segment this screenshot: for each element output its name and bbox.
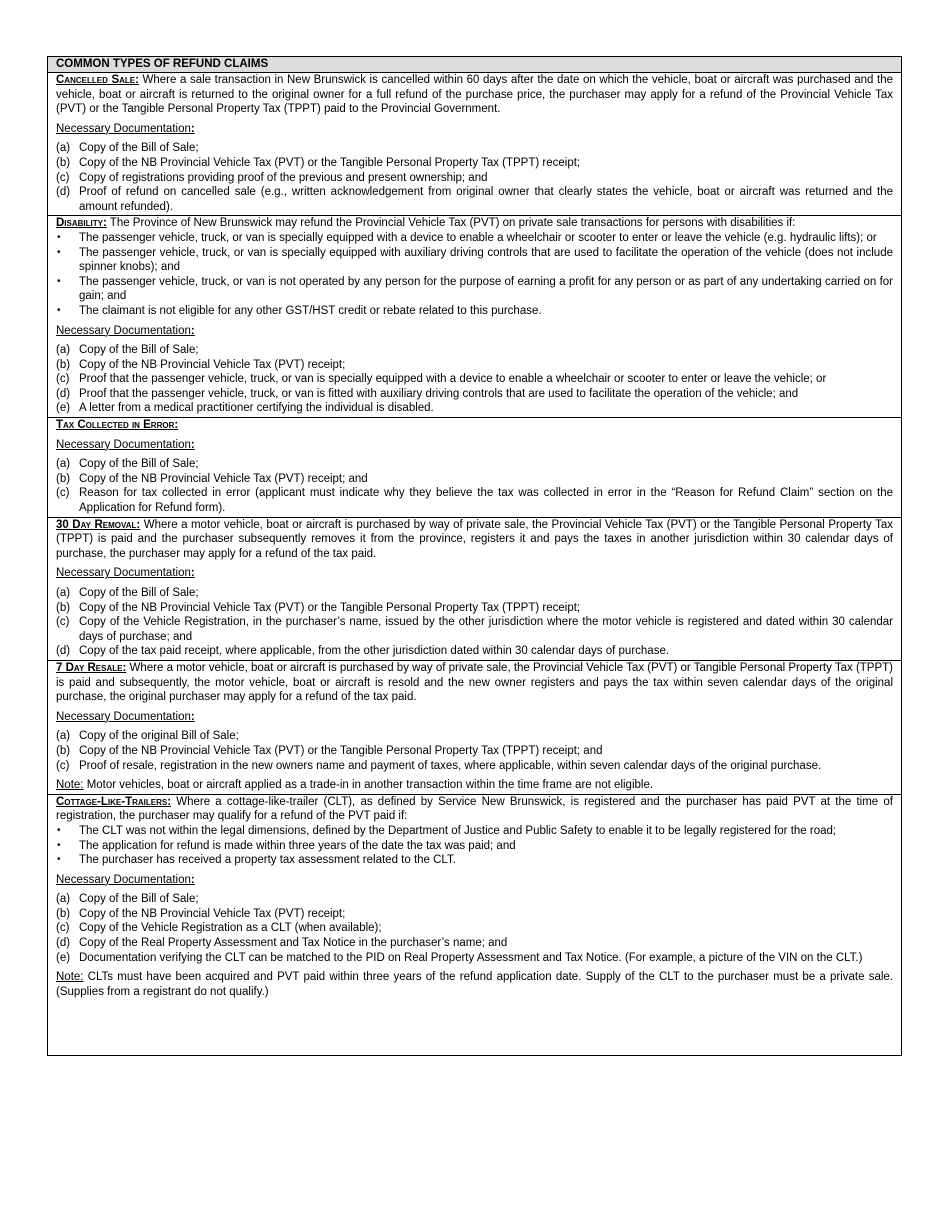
item-marker: (c) <box>56 171 70 184</box>
item-marker: (d) <box>56 186 71 199</box>
item-text: Copy of the Bill of Sale; <box>79 587 199 599</box>
documentation-item <box>56 401 893 416</box>
doc-label-text: Necessary Documentation <box>56 324 191 337</box>
documentation-item <box>56 644 893 659</box>
condition-item <box>56 231 893 246</box>
condition-item <box>56 275 893 304</box>
doc-label-text: Necessary Documentation <box>56 438 191 451</box>
note-text: Motor vehicles, boat or aircraft applied as a trade-in in another transaction within the time frame are not eligible. <box>83 779 654 792</box>
bullet-icon: • <box>57 839 61 851</box>
bullet-icon: • <box>57 275 61 287</box>
item-text: Copy of the Bill of Sale; <box>79 344 199 357</box>
item-text: Copy of the Real Property Assessment and Tax Notice in the purchaser’s name; and <box>79 937 508 950</box>
item-text: Copy of the NB Provincial Vehicle Tax (PVT) or the Tangible Personal Property Tax (TPPT) receipt; <box>79 156 581 169</box>
item-marker: (d) <box>56 937 71 950</box>
documentation-item <box>56 141 893 156</box>
item-text: The claimant is not eligible for any other GST/HST credit or rebate related to this purchase. <box>79 304 542 317</box>
bullet-icon: • <box>57 854 61 866</box>
condition-list <box>56 231 893 319</box>
documentation-list <box>56 892 893 965</box>
section-heading: Cottage-Like-Trailers: <box>56 795 172 808</box>
section-30-day-removal <box>48 518 901 661</box>
condition-item <box>56 304 893 319</box>
condition-item <box>56 853 893 868</box>
doc-label-text: Necessary Documentation <box>56 122 191 135</box>
note-label: Note: <box>56 779 84 792</box>
item-marker: (a) <box>56 142 71 155</box>
section-intro <box>56 418 893 433</box>
documentation-item <box>56 892 893 907</box>
necessary-documentation-label <box>56 873 893 888</box>
item-text: The passenger vehicle, truck, or van is not operated by any person for the purpose of earning a profit for any person or as part of any undertaking carried on for gain; and <box>79 275 893 303</box>
item-marker: (c) <box>56 616 70 629</box>
doc-label-colon: : <box>190 873 195 886</box>
section-heading: 30 Day Removal: <box>56 518 141 531</box>
refund-claims-table <box>47 56 902 1056</box>
item-text: A letter from a medical practitioner certifying the individual is disabled. <box>79 402 434 415</box>
item-marker: (b) <box>56 744 71 757</box>
item-marker: (d) <box>56 387 71 400</box>
section-intro <box>56 795 893 824</box>
item-text: Copy of the tax paid receipt, where applicable, from the other jurisdiction dated within 30 calendar days of purchase. <box>79 645 670 658</box>
item-marker: (c) <box>56 487 70 500</box>
item-marker: (a) <box>56 730 71 743</box>
documentation-item <box>56 171 893 186</box>
section-cottage-like-trailers <box>48 795 901 1001</box>
bullet-icon: • <box>57 304 61 316</box>
documentation-list <box>56 586 893 659</box>
item-marker: (e) <box>56 402 71 415</box>
documentation-list <box>56 343 893 416</box>
item-marker: (a) <box>56 893 71 906</box>
documentation-item <box>56 457 893 472</box>
item-text: Copy of the NB Provincial Vehicle Tax (PVT) receipt; <box>79 907 346 920</box>
item-text: Reason for tax collected in error (applicant must indicate why they believe the tax was collected in error in the “Reason for Refund Claim” section on the Application for Refund form). <box>79 487 893 515</box>
section-intro <box>56 518 893 562</box>
documentation-item <box>56 615 893 644</box>
doc-label-colon: : <box>190 324 195 337</box>
documentation-item <box>56 601 893 616</box>
bullet-icon: • <box>57 246 61 258</box>
documentation-item <box>56 921 893 936</box>
doc-label-text: Necessary Documentation <box>56 710 191 723</box>
item-marker: (c) <box>56 373 70 386</box>
section-text: Where a motor vehicle, boat or aircraft is purchased by way of private sale, the Provincial Vehicle Tax (PVT) or Tangible Personal Property Tax (TPPT) is paid and subsequently, the motor vehicle, boat or aircraft is resold and the new owner registers and pays the tax within seven calendar days of the original purchase, the original purchaser may apply for a refund of the tax paid. <box>56 661 893 704</box>
item-marker: (c) <box>56 922 70 935</box>
note-text: CLTs must have been acquired and PVT paid within three years of the refund application date. Supply of the CLT to the purchaser must be a private sale. (Supplies from a registrant do not qualify.) <box>56 971 893 998</box>
section-intro <box>56 661 893 705</box>
item-marker: (d) <box>56 645 71 658</box>
item-text: Documentation verifying the CLT can be matched to the PID on Real Property Assessment and Tax Notice. (For example, a picture of the VIN on the CLT.) <box>79 951 863 964</box>
item-marker: (e) <box>56 951 71 964</box>
necessary-documentation-label <box>56 710 893 725</box>
item-marker: (b) <box>56 601 71 614</box>
documentation-list <box>56 141 893 214</box>
necessary-documentation-label <box>56 122 893 137</box>
documentation-item <box>56 358 893 373</box>
item-text: The purchaser has received a property tax assessment related to the CLT. <box>79 854 456 867</box>
item-text: Copy of the NB Provincial Vehicle Tax (PVT) or the Tangible Personal Property Tax (TPPT) receipt; and <box>79 744 603 757</box>
condition-list <box>56 824 893 868</box>
item-marker: (b) <box>56 472 71 485</box>
item-text: Proof of refund on cancelled sale (e.g., written acknowledgement from original owner that clearly states the vehicle, boat or aircraft was returned and the amount refunded). <box>79 186 893 213</box>
section-intro <box>56 216 893 231</box>
item-text: Proof that the passenger vehicle, truck, or van is specially equipped with a device to enable a wheelchair or scooter to enter or leave the vehicle; or <box>79 373 827 386</box>
documentation-item <box>56 907 893 922</box>
section-disability <box>48 216 901 418</box>
note-label: Note: <box>56 971 84 984</box>
section-intro <box>56 73 893 117</box>
item-text: The passenger vehicle, truck, or van is specially equipped with a device to enable a wheelchair or scooter to enter or leave the vehicle (e.g. hydraulic lifts); or <box>79 231 877 244</box>
doc-label-colon: : <box>190 122 195 135</box>
section-note <box>56 970 893 999</box>
documentation-list <box>56 729 893 773</box>
section-text: The Province of New Brunswick may refund the Provincial Vehicle Tax (PVT) on private sale transactions for persons with disabilities if: <box>106 217 796 230</box>
item-marker: (a) <box>56 458 71 471</box>
documentation-item <box>56 729 893 744</box>
doc-label-colon: : <box>190 567 195 580</box>
item-text: Copy of the Bill of Sale; <box>79 893 199 906</box>
documentation-item <box>56 156 893 171</box>
documentation-item <box>56 343 893 358</box>
item-text: The CLT was not within the legal dimensions, defined by the Department of Justice and Public Safety to enable it to be legally registered for the road; <box>79 824 837 837</box>
item-text: Copy of the NB Provincial Vehicle Tax (PVT) receipt; and <box>79 472 368 485</box>
documentation-item <box>56 387 893 402</box>
item-marker: (a) <box>56 587 71 599</box>
item-text: Copy of the Bill of Sale; <box>79 458 199 471</box>
bullet-icon: • <box>57 231 61 243</box>
documentation-item <box>56 744 893 759</box>
condition-item <box>56 246 893 275</box>
necessary-documentation-label <box>56 438 893 453</box>
section-heading: Cancelled Sale: <box>56 74 139 86</box>
documentation-item <box>56 472 893 487</box>
section-text: Where a sale transaction in New Brunswick is cancelled within 60 days after the date on which the vehicle, boat or aircraft was purchased and the vehicle, boat or aircraft is returned to the original owner for a full refund of the purchase price, the purchaser may apply for a refund of the Provincial Vehicle Tax (PVT) or the Tangible Personal Property Tax (TPPT) paid to the Provincial Government. <box>56 74 894 116</box>
documentation-item <box>56 759 893 774</box>
condition-item <box>56 839 893 854</box>
item-marker: (b) <box>56 358 71 371</box>
documentation-list <box>56 457 893 515</box>
item-marker: (b) <box>56 907 71 920</box>
item-text: Copy of the Bill of Sale; <box>79 142 199 155</box>
documentation-item <box>56 936 893 951</box>
section-note <box>56 778 893 793</box>
necessary-documentation-label <box>56 566 893 581</box>
bullet-icon: • <box>57 824 61 836</box>
necessary-documentation-label <box>56 324 893 339</box>
item-text: The application for refund is made within three years of the date the tax was paid; and <box>79 839 516 852</box>
doc-label-text: Necessary Documentation <box>56 873 191 886</box>
item-text: The passenger vehicle, truck, or van is specially equipped with auxiliary driving controls that are used to facilitate the operation of the vehicle (does not include spinner knobs); and <box>79 246 893 274</box>
section-text: Where a motor vehicle, boat or aircraft is purchased by way of private sale, the Provincial Vehicle Tax (PVT) or the Tangible Personal Property Tax (TPPT) is paid and the purchaser subsequently removes it from the province, registers it and pays the taxes in another jurisdiction within 30 calendar days of purchase, the purchaser may apply for a refund of the tax paid. <box>56 518 893 560</box>
item-text: Copy of the NB Provincial Vehicle Tax (PVT) receipt; <box>79 358 346 371</box>
section-cancelled-sale <box>48 73 901 216</box>
item-marker: (a) <box>56 344 71 357</box>
section-heading: Disability: <box>56 217 107 230</box>
item-text: Copy of the Vehicle Registration, in the purchaser’s name, issued by the other jurisdiction where the motor vehicle is registered and dated within 30 calendar days of purchase; and <box>79 616 893 643</box>
documentation-item <box>56 372 893 387</box>
doc-label-text: Necessary Documentation <box>56 567 191 580</box>
item-marker: (c) <box>56 759 70 772</box>
item-text: Copy of the original Bill of Sale; <box>79 730 239 743</box>
item-text: Copy of registrations providing proof of the previous and present ownership; and <box>79 171 488 184</box>
item-text: Proof of resale, registration in the new owners name and payment of taxes, where applicable, within seven calendar days of the original purchase. <box>79 759 822 772</box>
section-heading: Tax Collected in Error: <box>56 419 179 432</box>
section-heading: 7 Day Resale: <box>56 661 127 674</box>
table-title: COMMON TYPES OF REFUND CLAIMS <box>48 57 901 73</box>
section-7-day-resale <box>48 661 901 795</box>
section-text: Where a cottage-like-trailer (CLT), as defined by Service New Brunswick, is registered and the purchaser has paid PVT at the time of registration, the purchaser may qualify for a refund of the PVT paid if: <box>56 795 893 823</box>
condition-item <box>56 824 893 839</box>
documentation-item <box>56 185 893 214</box>
item-text: Proof that the passenger vehicle, truck, or van is fitted with auxiliary driving controls that are used to facilitate the operation of the vehicle; and <box>79 387 799 400</box>
documentation-item <box>56 586 893 601</box>
section-tax-collected-in-error <box>48 418 901 518</box>
doc-label-colon: : <box>190 710 195 723</box>
item-marker: (b) <box>56 156 71 169</box>
item-text: Copy of the Vehicle Registration as a CLT (when available); <box>79 922 382 935</box>
documentation-item <box>56 951 893 966</box>
doc-label-colon: : <box>190 438 195 451</box>
item-text: Copy of the NB Provincial Vehicle Tax (PVT) or the Tangible Personal Property Tax (TPPT) receipt; <box>79 601 581 614</box>
documentation-item <box>56 486 893 515</box>
